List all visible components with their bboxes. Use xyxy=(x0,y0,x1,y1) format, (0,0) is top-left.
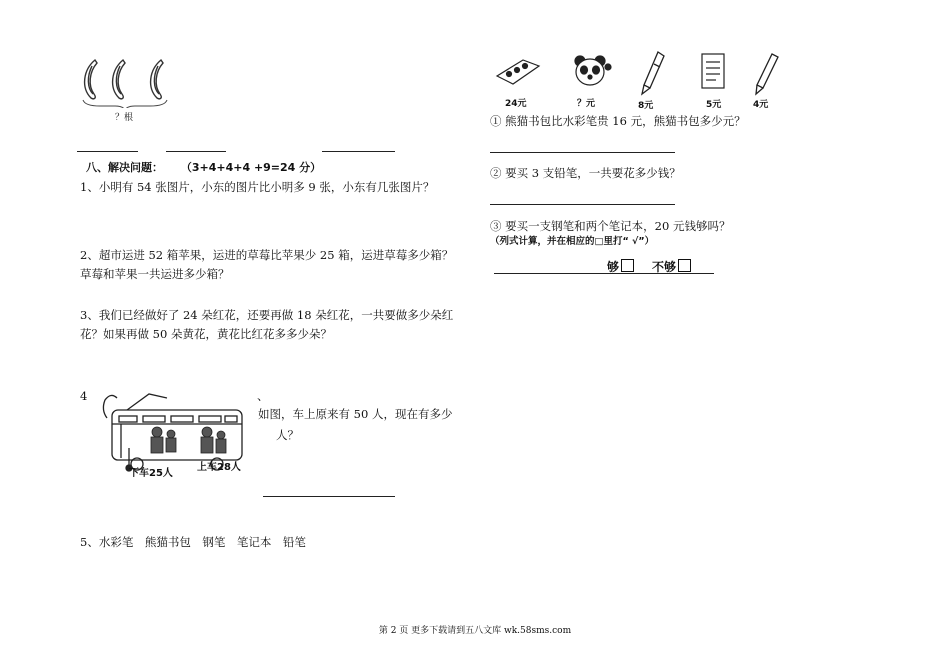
answer-line[interactable] xyxy=(263,496,395,497)
watercolor-pen-icon xyxy=(493,56,543,88)
answer-line[interactable] xyxy=(322,151,395,152)
bus-up-label: 上车28人 xyxy=(197,462,241,473)
price-panda-bag: ？元 xyxy=(577,99,596,109)
fountain-pen-icon xyxy=(640,50,666,96)
section-title xyxy=(86,160,321,175)
panda-bag-icon xyxy=(570,53,614,89)
question-3-line-1: 3、我们已经做好了 24 朵红花，还要再做 18 朵红花，一共要做多少朵红 xyxy=(80,308,454,322)
answer-line[interactable] xyxy=(490,204,675,205)
bananas-image xyxy=(75,56,175,108)
answer-line[interactable] xyxy=(77,151,138,152)
price-notebook: 5元 xyxy=(706,100,722,110)
price-pencil: 4元 xyxy=(753,100,769,110)
sub-question-3: ③ 要买一支钢笔和两个笔记本，20 元钱够吗？ xyxy=(490,219,731,233)
notebook-icon xyxy=(698,52,728,92)
sub-question-2: ② 要买 3 支铅笔，一共要花多少钱？ xyxy=(490,166,681,180)
section-score: （3+4+4+4 +9=24 分） xyxy=(180,161,322,174)
question-3-line-2: 花？如果再做 50 朵黄花，黄花比红花多多少朵？ xyxy=(80,327,332,341)
question-2-line-1: 2、超市运进 52 箱苹果，运进的草莓比苹果少 25 箱，运进草莓多少箱？ xyxy=(80,248,454,262)
price-watercolor-pen: 24元 xyxy=(505,99,527,109)
enough-label: 够 xyxy=(607,260,620,274)
not-enough-label: 不够 xyxy=(652,260,677,274)
bus-down-label: 下车25人 xyxy=(129,468,173,479)
question-4-line-1: 如图，车上原来有 50 人，现在有多少 xyxy=(258,407,453,421)
question-5: 5、水彩笔 熊猫书包 钢笔 笔记本 铅笔 xyxy=(80,535,306,549)
answer-line[interactable] xyxy=(490,152,675,153)
price-fountain-pen: 8元 xyxy=(638,101,654,111)
sub-question-3-note: （列式计算，并在相应的□里打“ √”） xyxy=(490,236,655,247)
question-2-line-2: 草莓和苹果一共运进多少箱？ xyxy=(80,267,230,281)
not-enough-checkbox[interactable] xyxy=(678,259,691,272)
question-4-line-2: 人？ xyxy=(276,428,299,442)
sub-question-1: ① 熊猫书包比水彩笔贵 16 元，熊猫书包多少元？ xyxy=(490,114,746,128)
not-enough-option[interactable] xyxy=(652,259,691,275)
question-4-number: 4 xyxy=(80,389,88,403)
pencil-icon xyxy=(754,52,780,96)
answer-line[interactable] xyxy=(166,151,226,152)
page-footer: 第 2 页 更多下载请到五八文库 wk.58sms.com xyxy=(378,626,572,636)
question-1: 1、小明有 54 张图片，小东的图片比小明多 9 张，小东有几张图片？ xyxy=(80,180,435,194)
section-title-text: 八、解决问题： xyxy=(86,161,163,174)
enough-checkbox[interactable] xyxy=(621,259,634,272)
enough-option[interactable] xyxy=(607,259,634,275)
bananas-label: ？根 xyxy=(115,113,134,123)
question-4-mark: 、 xyxy=(257,389,269,403)
